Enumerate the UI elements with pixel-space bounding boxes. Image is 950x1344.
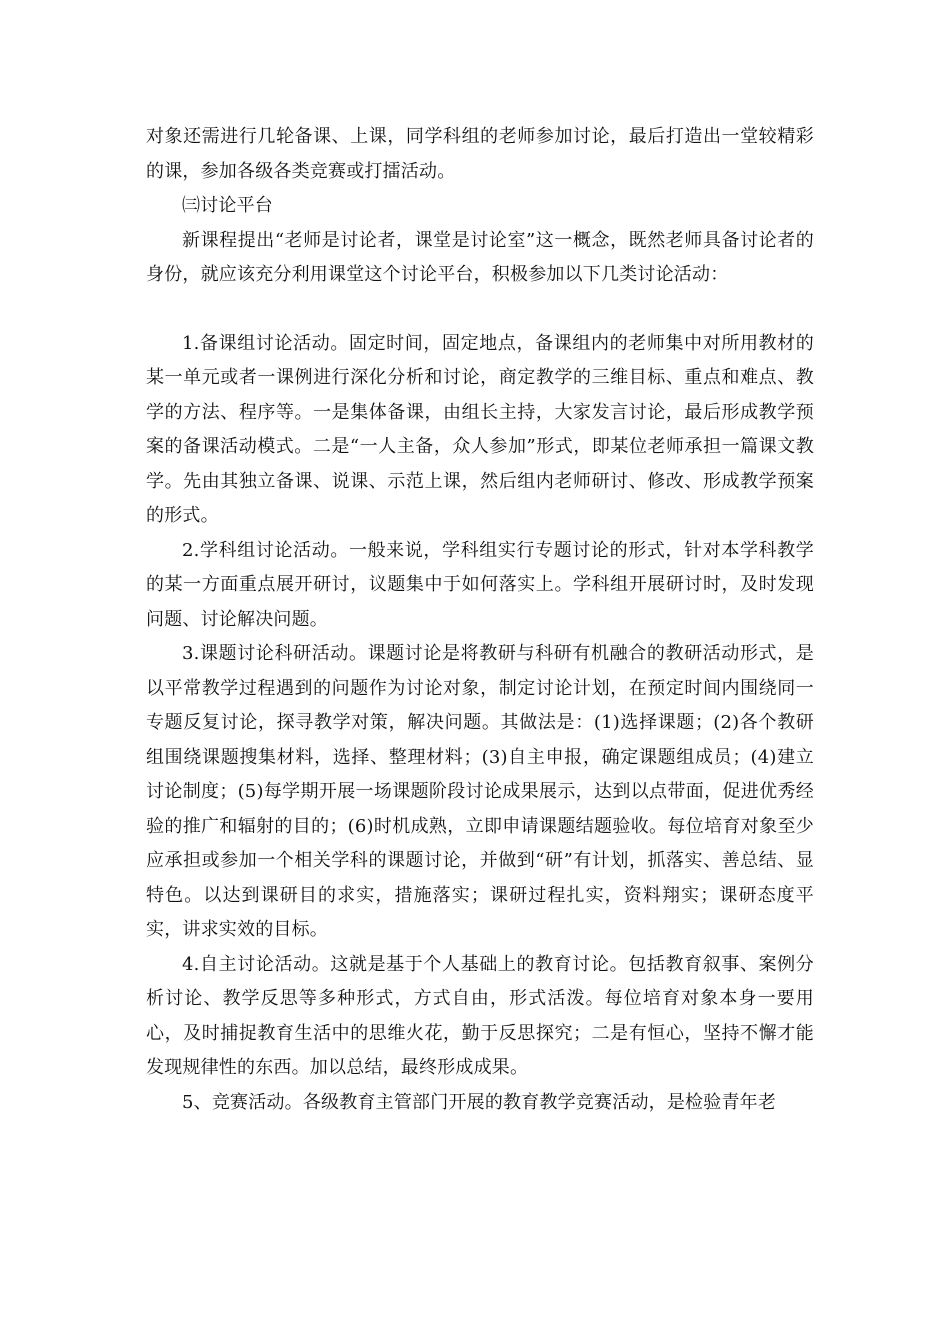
paragraph-item-1: 1.备课组讨论活动。固定时间，固定地点，备课组内的老师集中对所用教材的某一单元或者一课例进行深化分析和讨论，商定教学的三维目标、重点和难点、教学的方法、程序等。一是集体备课，由组长主持，大家发言讨论，最后形成教学预案的备课活动模式。二是“一人主备，众人参加”形式，即某位老师承担一篇课文教学。先由其独立备课、说课、示范上课，然后组内老师研讨、修改、形成教学预案的形式。: [146, 332, 814, 526]
paragraph-gap: [146, 293, 814, 327]
paragraph-item-5: 5、竞赛活动。各级教育主管部门开展的教育教学竞赛活动，是检验青年老: [182, 1091, 777, 1113]
section-heading-discussion-platform: ㈢讨论平台: [182, 195, 273, 216]
paragraph-continuation: 对象还需进行几轮备课、上课，同学科组的老师参加讨论，最后打造出一堂较精彩的课，参加各级各类竞赛或打擂活动。: [146, 126, 814, 182]
paragraph-item-2: 2.学科组讨论活动。一般来说，学科组实行专题讨论的形式，针对本学科教学的某一方面重点展开研讨，议题集中于如何落实上。学科组开展研讨时，及时发现问题、讨论解决问题。: [146, 539, 814, 630]
document-body: [146, 120, 814, 1120]
paragraph-intro: 新课程提出“老师是讨论者，课堂是讨论室”这一概念，既然老师具备讨论者的身份，就应该充分利用课堂这个讨论平台，积极参加以下几类讨论活动：: [146, 229, 814, 285]
paragraph-item-4: 4.自主讨论活动。这就是基于个人基础上的教育讨论。包括教育叙事、案例分析讨论、教学反思等多种形式，方式自由，形式活泼。每位培育对象本身一要用心，及时捕捉教育生活中的思维火花，勤于反思探究；二是有恒心，坚持不懈才能发现规律性的东西。加以总结，最终形成成果。: [146, 953, 814, 1078]
paragraph-item-3: 3.课题讨论科研活动。课题讨论是将教研与科研有机融合的教研活动形式，是以平常教学过程遇到的问题作为讨论对象，制定讨论计划，在预定时间内围绕同一专题反复讨论，探寻教学对策，解决问题。其做法是：(1)选择课题；(2)各个教研组围绕课题搜集材料，选择、整理材料；(3)自主申报，确定课题组成员；(4)建立讨论制度；(5)每学期开展一场课题阶段讨论成果展示，达到以点带面，促进优秀经验的推广和辐射的目的；(6)时机成熟，立即申请课题结题验收。每位培育对象至少应承担或参加一个相关学科的课题讨论，并做到“研”有计划，抓落实、善总结、显特色。以达到课研目的求实，措施落实；课研过程扎实，资料翔实；课研态度平实，讲求实效的目标。: [146, 643, 814, 940]
